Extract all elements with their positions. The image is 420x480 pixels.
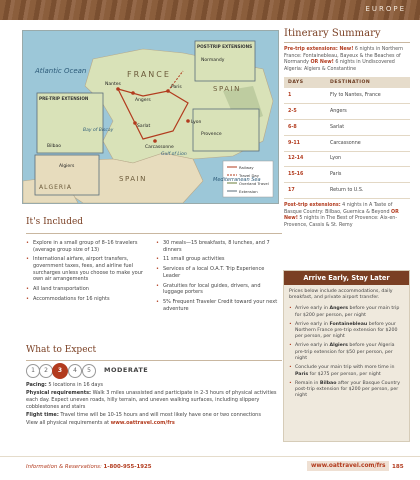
table-row [284, 88, 410, 103]
pre-trip-note [284, 47, 410, 73]
row-destination: Angers [326, 104, 410, 120]
list-item: • 5% Frequent Traveler Credit toward your next adventure [156, 299, 282, 312]
item-city: Angers [329, 306, 349, 312]
row-destination: Fly to Nantes, France [326, 88, 410, 103]
physical-text: Walk 3 miles unassisted and participate in 2-3 hours of physical activities each day. Expect uneven roads, hilly terrain, and uneven walking surfaces, including slippery cobblestones and stairs [26, 390, 277, 410]
list-item: • All land transportation [26, 286, 146, 293]
route-map [22, 30, 279, 204]
map-ocean-label: Atlantic Ocean [35, 67, 87, 75]
list-item [289, 306, 404, 319]
list-item: • Services of a local O.A.T. Trip Experience Leader [156, 266, 282, 279]
pacing-line [26, 382, 282, 389]
table-row [284, 183, 410, 199]
map-biscay-label: Bay of Biscay [83, 128, 114, 133]
map-lion-label: Gulf of Lion [161, 152, 187, 157]
post-trip-or: OR New! [284, 209, 399, 222]
item-post: before your main trip for $200 per person, per night [295, 306, 400, 318]
post-trip-note [284, 203, 410, 229]
post-trip-lead: Post-trip extensions: [284, 202, 341, 208]
pace-step-3-active: 3 [52, 363, 68, 379]
row-destination: Return to U.S. [326, 183, 410, 199]
item-pre: Arrive early in [295, 321, 330, 327]
map-nantes-label: Nantes [105, 82, 121, 87]
expect-details [26, 382, 282, 429]
item-pre: Conclude your main trip with more time in [295, 365, 395, 371]
row-destination: Sarlat [326, 119, 410, 135]
footer-info [26, 464, 151, 470]
pre-trip-lead: Pre-trip extensions: New! [284, 47, 354, 52]
included-list-left [26, 240, 146, 306]
footer-url[interactable]: www.oattravel.com/frs [307, 461, 389, 471]
item-post: before your Northern France pre-trip extension for $200 per person, per night [295, 321, 398, 340]
row-day: 17 [284, 183, 326, 199]
flight-line [26, 412, 282, 419]
post-trip-text2: 5 nights in The Best of Provence: Aix-en-Provence, Cassis & St. Remy [284, 216, 398, 228]
legend-item-1: Railway [239, 165, 254, 170]
map-bilbao-label: Bilbao [47, 144, 61, 149]
row-day: 12-14 [284, 151, 326, 167]
page-footer [0, 456, 420, 479]
pace-step-4: 4 [68, 364, 82, 378]
pace-level: MODERATE [104, 366, 149, 374]
view-text: View all physical requirements at [26, 420, 111, 427]
map-algiers-label: Algiers [59, 164, 75, 169]
legend-item-4: Extension [239, 189, 258, 194]
pace-step-2: 2 [39, 364, 53, 378]
map-med-label: Mediterranean Sea [213, 177, 261, 183]
post-trip-text: 4 nights in A Taste of Basque Country: Bilbao, Guernica & Beyond [284, 202, 393, 215]
expect-title: What to Expect [26, 345, 97, 355]
legend-item-2: Travel Day [239, 173, 259, 178]
item-post: after your Basque Country post-trip extension for $200 per person, per night [295, 380, 401, 399]
col-destination: DESTINATION [326, 77, 410, 88]
pre-trip-text: 6 nights in Northern France: Fontainebleau, Bayeux & the Beaches of Normandy [284, 47, 404, 66]
row-day: 9-11 [284, 135, 326, 151]
map-pre-box-label: PRE-TRIP EXTENSION [39, 96, 89, 101]
item-city: Algiers [329, 343, 348, 349]
list-item: • Gratuities for local guides, drivers, and luggage porters [156, 283, 282, 296]
map-provence-label: Provence [201, 132, 222, 137]
map-lyon-label: Lyon [191, 120, 202, 125]
top-banner [0, 0, 420, 20]
physical-line [26, 390, 282, 410]
itinerary-table [284, 77, 410, 199]
itinerary-title: Itinerary Summary [284, 28, 410, 43]
item-city: Fontainebleau [329, 321, 368, 327]
map-algeria-label: ALGERIA [39, 184, 72, 191]
item-city: Paris [295, 371, 309, 377]
legend-item-3: Overland Travel [239, 181, 269, 186]
row-day: 6-8 [284, 119, 326, 135]
page-number: 185 [392, 464, 404, 470]
pace-step-5: 5 [82, 364, 96, 378]
pace-step-1: 1 [26, 364, 40, 378]
arrive-early-intro: Prices below include accommodations, daily breakfast, and private airport transfer. [289, 289, 393, 301]
col-days: DAYS [284, 77, 326, 88]
list-item [289, 322, 404, 341]
row-destination: Paris [326, 167, 410, 183]
row-day: 15-16 [284, 167, 326, 183]
list-item [289, 381, 404, 400]
list-item: • Accommodations for 16 nights [26, 296, 146, 303]
list-item: • 30 meals—15 breakfasts, 8 lunches, and 7 dinners [156, 240, 282, 253]
requirements-link[interactable]: www.oattravel.com/frs [110, 420, 175, 427]
expect-divider [26, 360, 282, 361]
view-line [26, 420, 282, 427]
item-post: for $275 per person, per night [308, 371, 381, 377]
included-title: It's Included [26, 217, 84, 227]
physical-label: Physical requirements: [26, 390, 92, 397]
table-row [284, 119, 410, 135]
list-item [289, 343, 404, 362]
arrive-early-box [283, 270, 410, 442]
pre-trip-text2: 6 nights in Undiscovered Algeria: Algiers & Constantine [284, 60, 395, 72]
map-angers-label: Angers [135, 98, 151, 103]
list-item: • International airfare, airport transfers, government taxes, fees, and airline fuel surcharges unless you choose to make your own air arrangements [26, 256, 146, 282]
included-list-right [156, 240, 282, 315]
map-spain-label: SPAIN [119, 175, 147, 183]
item-city: Bilbao [319, 380, 337, 386]
row-day: 1 [284, 88, 326, 103]
item-pre: Remain in [295, 380, 320, 386]
map-normandy-label: Normandy [201, 58, 225, 63]
list-item: • 11 small group activities [156, 256, 282, 263]
row-destination: Lyon [326, 151, 410, 167]
table-row [284, 151, 410, 167]
item-pre: Arrive early in [295, 306, 330, 312]
flight-text: Travel time will be 10-15 hours and will most likely have one or two connections [58, 412, 261, 418]
flight-label: Flight time: [26, 412, 59, 418]
list-item [289, 365, 404, 378]
pacing-label: Pacing: [26, 382, 47, 388]
row-destination: Carcassonne [326, 135, 410, 151]
map-carcassonne-label: Carcassonne [145, 145, 174, 150]
footer-phone[interactable]: 1-800-955-1925 [103, 464, 152, 470]
pacing-text: 5 locations in 16 days [46, 382, 104, 388]
row-day: 2-5 [284, 104, 326, 120]
map-spain-label-north: SPAIN [213, 85, 241, 93]
arrive-early-title: Arrive Early, Stay Later [284, 271, 409, 285]
map-graphic [23, 31, 278, 203]
pre-trip-or: OR New! [310, 60, 334, 66]
map-paris-label: Paris [171, 85, 182, 90]
table-row [284, 104, 410, 120]
region-label: EUROPE [365, 5, 406, 13]
item-pre: Arrive early in [295, 343, 330, 349]
footer-info-label: Information & Reservations: [26, 464, 104, 470]
map-sarlat-label: Sarlat [137, 124, 151, 129]
item-post: before your Algeria pre-trip extension for $50 per person, per night [295, 343, 395, 362]
table-row [284, 135, 410, 151]
included-divider [26, 233, 282, 234]
map-post-box-label: POST-TRIP EXTENSIONS [197, 44, 253, 49]
map-france-label: FRANCE [127, 70, 171, 79]
table-row [284, 167, 410, 183]
itinerary-summary [284, 28, 410, 229]
list-item: • Explore in a small group of 8–16 travelers (average group size of 13) [26, 240, 146, 253]
pace-meter [26, 364, 286, 378]
